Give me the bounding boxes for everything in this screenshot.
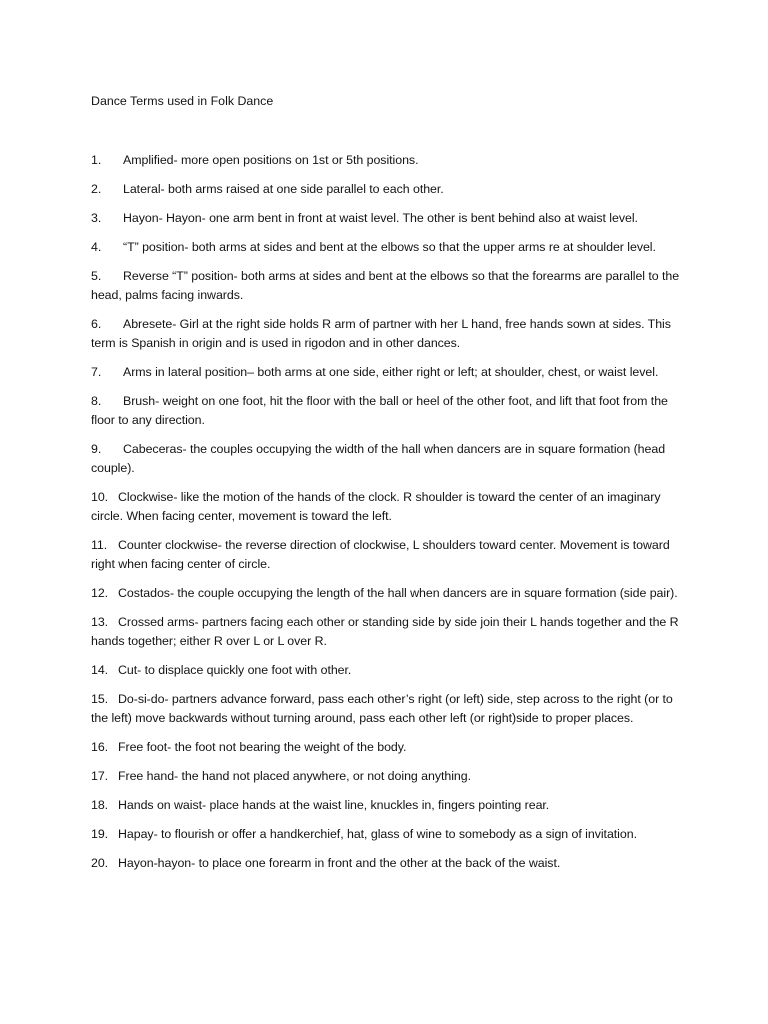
term-item [91, 238, 681, 257]
term-text: Cut- to displace quickly one foot with other. [118, 663, 352, 677]
term-number: 6. [91, 317, 102, 331]
term-text: Cabeceras- the couples occupying the width of the hall when dancers are in square formation (head couple). [91, 442, 666, 475]
term-text: Counter clockwise- the reverse direction of clockwise, L shoulders toward center. Movement is toward right when facing center of circle. [91, 538, 670, 571]
term-number: 19. [91, 827, 109, 841]
term-text: Lateral- both arms raised at one side parallel to each other. [123, 182, 444, 196]
term-item [91, 854, 681, 873]
term-number: 10. [91, 490, 109, 504]
term-text: Hayon-hayon- to place one forearm in front and the other at the back of the waist. [118, 856, 561, 870]
term-item [91, 584, 681, 603]
term-item [91, 613, 681, 651]
term-item [91, 767, 681, 786]
term-number: 17. [91, 769, 109, 783]
term-item [91, 267, 681, 305]
term-number: 20. [91, 856, 109, 870]
term-item [91, 536, 681, 574]
term-item [91, 440, 681, 478]
term-number: 8. [91, 394, 102, 408]
term-text: Arms in lateral position– both arms at one side, either right or left; at shoulder, chest, or waist level. [123, 365, 659, 379]
term-item [91, 825, 681, 844]
term-item [91, 690, 681, 728]
term-number: 1. [91, 153, 102, 167]
term-item [91, 392, 681, 430]
term-list [91, 151, 681, 883]
term-item [91, 796, 681, 815]
term-number: 16. [91, 740, 109, 754]
term-number: 13. [91, 615, 109, 629]
term-item [91, 209, 681, 228]
term-item [91, 180, 681, 199]
term-text: Hands on waist- place hands at the waist line, knuckles in, fingers pointing rear. [118, 798, 550, 812]
term-text: Free foot- the foot not bearing the weight of the body. [118, 740, 407, 754]
term-item [91, 661, 681, 680]
term-text: Clockwise- like the motion of the hands of the clock. R shoulder is toward the center of an imaginary circle. When facing center, movement is toward the left. [91, 490, 661, 523]
term-text: Costados- the couple occupying the length of the hall when dancers are in square formation (side pair). [118, 586, 678, 600]
term-item [91, 738, 681, 757]
term-number: 5. [91, 269, 102, 283]
term-number: 18. [91, 798, 109, 812]
term-number: 9. [91, 442, 102, 456]
term-item [91, 151, 681, 170]
term-text: Amplified- more open positions on 1st or 5th positions. [123, 153, 419, 167]
term-item [91, 363, 681, 382]
term-number: 14. [91, 663, 109, 677]
term-text: Free hand- the hand not placed anywhere, or not doing anything. [118, 769, 471, 783]
term-item [91, 488, 681, 526]
term-text: “T” position- both arms at sides and bent at the elbows so that the upper arms re at shoulder level. [123, 240, 656, 254]
term-text: Hayon- Hayon- one arm bent in front at waist level. The other is bent behind also at waist level. [123, 211, 638, 225]
term-text: Hapay- to flourish or offer a handkerchief, hat, glass of wine to somebody as a sign of invitation. [118, 827, 637, 841]
term-text: Abresete- Girl at the right side holds R arm of partner with her L hand, free hands sown at sides. This term is Spanish in origin and is used in rigodon and in other dances. [91, 317, 671, 350]
term-number: 2. [91, 182, 102, 196]
document-title: Dance Terms used in Folk Dance [91, 94, 274, 108]
term-number: 11. [91, 538, 108, 552]
term-text: Reverse “T” position- both arms at sides and bent at the elbows so that the forearms are parallel to the head, palms facing inwards. [91, 269, 680, 302]
term-text: Crossed arms- partners facing each other or standing side by side join their L hands together and the R hands together; either R over L or L over R. [91, 615, 679, 648]
term-item [91, 315, 681, 353]
term-number: 3. [91, 211, 102, 225]
term-number: 7. [91, 365, 102, 379]
term-number: 15. [91, 692, 109, 706]
term-text: Do-si-do- partners advance forward, pass each other’s right (or left) side, step across to the right (or to the left) move backwards without turning around, pass each other left (or right)side to proper places. [91, 692, 673, 725]
term-text: Brush- weight on one foot, hit the floor with the ball or heel of the other foot, and lift that foot from the floor to any direction. [91, 394, 668, 427]
term-number: 12. [91, 586, 109, 600]
term-number: 4. [91, 240, 102, 254]
